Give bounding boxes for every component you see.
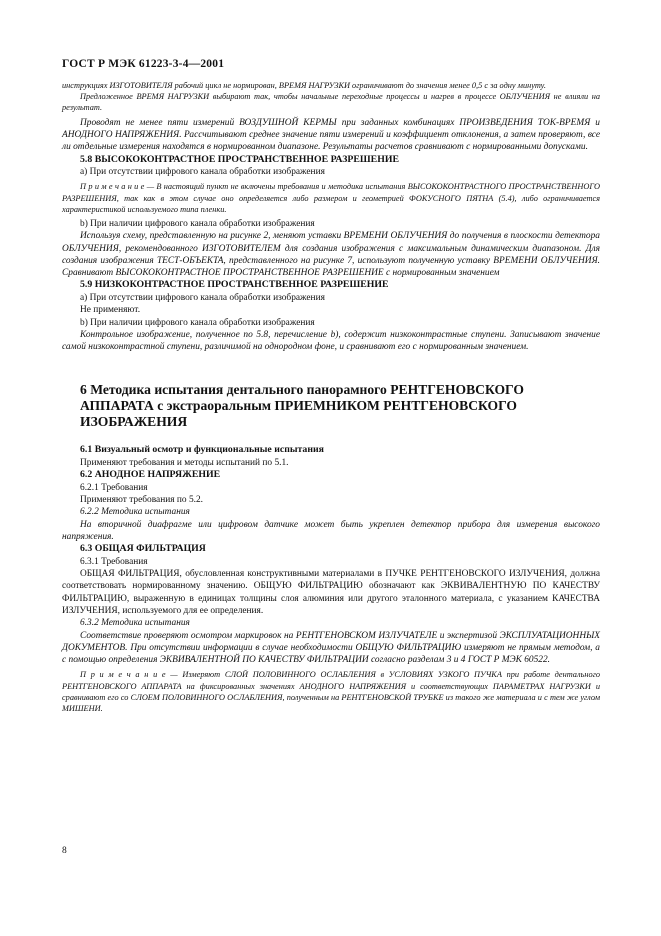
note: П р и м е ч а н и е — Измеряют СЛОЙ ПОЛОВИННОГО ОСЛАБЛЕНИЯ в УСЛОВИЯХ УЗКОГО ПУЧКА при работе дентального РЕНТГЕНОВСКОГО АППАРАТА на фиксированных значениях АНОДНОГО НАПРЯЖЕНИЯ и соответствующих ПАРАМЕТРАХ НАГРУЗКИ и сравнивают его со СЛОЕМ ПОЛОВИННОГО ОСЛАБЛЕНИЯ, полученным на РЕНТГЕНОВСКОЙ ТРУБКЕ из такого же материала и с тем же углом МИШЕНИ. <box>62 670 600 714</box>
note: П р и м е ч а н и е — В настоящий пункт не включены требования и методика испытания ВЫСОКОКОНТРАСТНОГО ПРОСТРАНСТВЕННОГО РАЗРЕШЕНИЯ, так как в этом случае оно определяется либо размером и геометрией ФОКУСНОГО ПЯТНА (5.4), либо ограничивается характеристикой используемого типа пленки. <box>62 182 600 214</box>
paragraph: Проводят не менее пяти измерений ВОЗДУШНОЙ КЕРМЫ при заданных комбинациях ПРОИЗВЕДЕНИЯ ТОК-ВРЕМЯ и АНОДНОГО НАПРЯЖЕНИЯ. Рассчитывают среднее значение пяти измерений и коэффициент отклонения, а затем проверяют, все ли отдельные измерения находятся в нормированном диапазоне. Результаты расчетов сравнивают с нормированными допусками. <box>62 117 600 153</box>
paragraph: Предложенное ВРЕМЯ НАГРУЗКИ выбирают так, чтобы начальные переходные процессы и нагрев в процессе ОБЛУЧЕНИЯ не влияли на результат. <box>62 92 600 113</box>
paragraph: Применяют требования и методы испытаний по 5.1. <box>80 457 289 468</box>
document-header: ГОСТ Р МЭК 61223-3-4—2001 <box>62 58 225 70</box>
subsection-heading: 6.3.2 Методика испытания <box>80 618 190 629</box>
paragraph: Не применяют. <box>80 305 141 316</box>
paragraph: Соответствие проверяют осмотром маркировок на РЕНТГЕНОВСКОМ ИЗЛУЧАТЕЛЕ и экспертизой ЭКСПЛУАТАЦИОННЫХ ДОКУМЕНТОВ. При отсутствии информации в случае необходимости ОБЩУЮ ФИЛЬТРАЦИЮ измеряют не прямым методом, а с помощью определения ЭКВИВАЛЕНТНОЙ ПО КАЧЕСТВУ ФИЛЬТРАЦИИ согласно разделам 3 и 4 ГОСТ Р МЭК 60522. <box>62 630 600 666</box>
paragraph: На вторичной диафрагме или цифровом датчике может быть укреплен детектор прибора для измерения высокого напряжения. <box>62 519 600 542</box>
paragraph: ОБЩАЯ ФИЛЬТРАЦИЯ, обусловленная конструктивными материалами в ПУЧКЕ РЕНТГЕНОВСКОГО ИЗЛУЧЕНИЯ, должна соответствовать нормированному значению. ОБЩУЮ ФИЛЬТРАЦИЮ обозначают как ЭКВИВАЛЕНТНУЮ ПО КАЧЕСТВУ ФИЛЬТРАЦИЮ, выраженную в единицах толщины слоя алюминия или другого эталонного материала, с указанием КАЧЕСТВА ИЗЛУЧЕНИЯ, используемого для ее определения. <box>62 569 600 616</box>
list-item: a) При отсутствии цифрового канала обработки изображения <box>80 293 325 304</box>
list-item: a) При отсутствии цифрового канала обработки изображения <box>80 167 325 178</box>
section-heading-6-2: 6.2 АНОДНОЕ НАПРЯЖЕНИЕ <box>80 469 221 481</box>
document-body <box>62 80 600 714</box>
page-number: 8 <box>62 846 67 856</box>
subsection-heading: 6.3.1 Требования <box>80 556 148 567</box>
section-heading-5-9: 5.9 НИЗКОКОНТРАСТНОЕ ПРОСТРАНСТВЕННОЕ РАЗРЕШЕНИЕ <box>80 279 389 291</box>
subsection-heading: 6.2.1 Требования <box>80 482 148 493</box>
section-heading-6-3: 6.3 ОБЩАЯ ФИЛЬТРАЦИЯ <box>80 543 206 555</box>
list-item: b) При наличии цифрового канала обработки изображения <box>80 219 315 229</box>
section-heading-5-8: 5.8 ВЫСОКОКОНТРАСТНОЕ ПРОСТРАНСТВЕННОЕ РАЗРЕШЕНИЕ <box>80 153 399 165</box>
subsection-heading: 6.2.2 Методика испытания <box>80 507 190 518</box>
chapter-title-6: 6 Методика испытания дентального панорамного РЕНТГЕНОВСКОГО АППАРАТА с экстраоральным ПРИЕМНИКОМ РЕНТГЕНОВСКОГО ИЗОБРАЖЕНИЯ <box>80 381 524 429</box>
section-heading-6-1: 6.1 Визуальный осмотр и функциональные испытания <box>80 444 324 456</box>
list-item: b) При наличии цифрового канала обработки изображения <box>80 317 315 328</box>
paragraph: Контрольное изображение, полученное по 5.8, перечисление b), содержит низкоконтрастные ступени. Записывают значение самой низкоконтрастной ступени, различимой на однородном фоне, и сравнивают его с нормированным значением. <box>62 329 600 353</box>
paragraph: Применяют требования по 5.2. <box>80 494 204 505</box>
paragraph: инструкциях ИЗГОТОВИТЕЛЯ рабочий цикл не нормирован, ВРЕМЯ НАГРУЗКИ ограничивают до значения менее 0,5 с за одну минуту. <box>62 81 546 90</box>
paragraph: Используя схему, представленную на рисунке 2, меняют уставки ВРЕМЕНИ ОБЛУЧЕНИЯ до получения в плоскости детектора ОБЛУЧЕНИЯ, рекомендованного ИЗГОТОВИТЕЛЕМ для создания изображения с максимальным динамическим диапазоном. Для создания изображения ТЕСТ-ОБЪЕКТА, представленного на рисунке 7, используют полученную уставку ВРЕМЕНИ ОБЛУЧЕНИЯ. Сравнивают ВЫСОКОКОНТРАСТНОЕ ПРОСТРАНСТВЕННОЕ РАЗРЕШЕНИЕ с нормированным значением <box>62 231 600 279</box>
